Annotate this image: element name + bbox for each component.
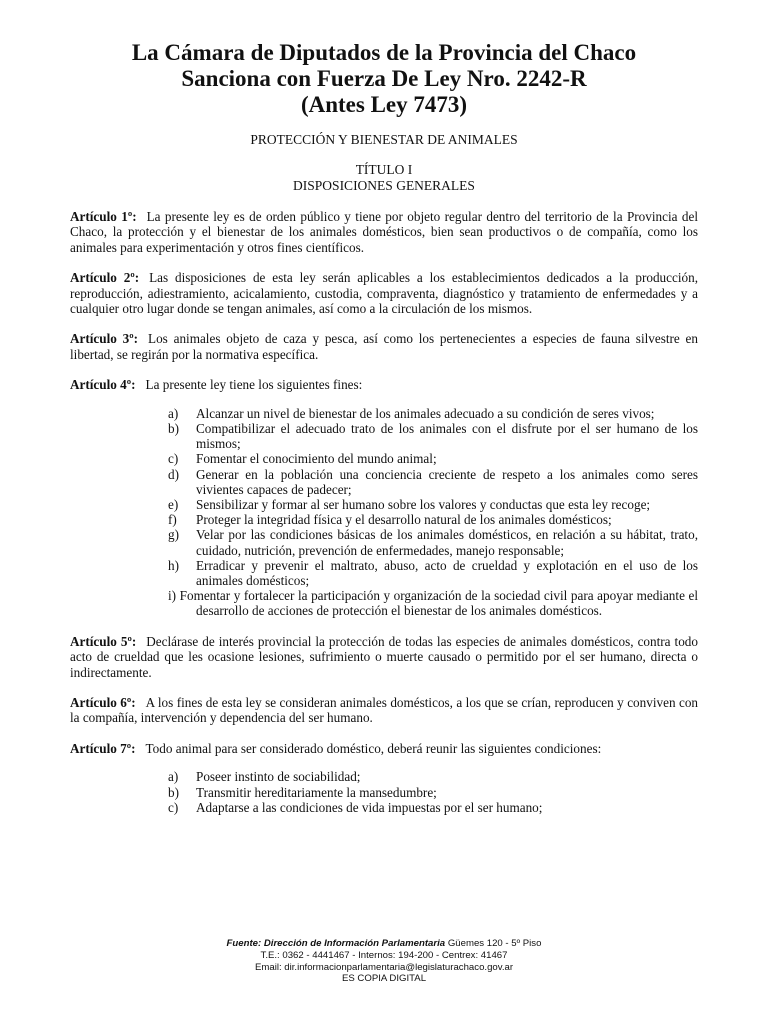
article-text: Todo animal para ser considerado doméstico, deberá reunir las siguientes condiciones: [145,740,602,756]
list-item [70,785,698,800]
condiciones-list [70,769,698,815]
list-item-text: Proteger la integridad física y el desarrollo natural de los animales domésticos; [196,512,612,528]
list-marker: c) [168,451,179,467]
footer-email: Email: dir.informacionparlamentaria@legislaturachaco.gov.ar [254,961,514,973]
article-text: La presente ley tiene los siguientes fines: [145,377,363,393]
list-marker: i) [168,588,177,604]
list-item [70,467,698,497]
list-marker: f) [168,512,177,528]
list-item-text: Compatibilizar el adecuado trato de los animales con el disfrute por el ser humano de los mismos; [196,421,698,452]
titulo-heading [70,162,698,194]
list-item [70,558,698,588]
list-item-text: Fomentar el conocimiento del mundo animal; [196,451,437,467]
fines-list [70,406,698,619]
document-header [70,40,698,118]
article-text: A los fines de esta ley se consideran animales domésticos, a los que se crían, reproducen y conviven con la compañía, intervención y dependencia del ser humano. [70,694,699,726]
list-item-text: Transmitir hereditariamente la mansedumbre; [196,784,437,800]
list-marker: e) [168,497,179,513]
titulo-number: TÍTULO I [355,162,413,177]
article-6 [70,695,698,726]
list-marker: g) [168,527,179,543]
footer-source-label: Fuente: Dirección de Información Parlamentaria [226,938,446,949]
titulo-name: DISPOSICIONES GENERALES [293,178,475,193]
header-line-3: (Antes Ley 7473) [300,92,468,117]
article-1 [70,209,698,255]
list-item [70,497,698,512]
article-5 [70,634,698,680]
list-item-text: Velar por las condiciones básicas de los animales domésticos, en relación a su hábitat, trato, cuidado, nutrición, prevención de enfermedades, manejo responsable; [196,527,698,558]
article-text: Declárase de interés provincial la protección de todas las especies de animales domésticos, contra todo acto de crueldad que les ocasione lesiones, sufrimiento o muerte causado o permitido por el ser humano, directa o indirectamente. [70,633,698,680]
article-label: Artículo 4º: [70,377,136,393]
list-marker: b) [168,421,179,437]
list-marker: d) [168,466,179,482]
article-label: Artículo 5º: [70,633,137,649]
article-label: Artículo 7º: [70,740,136,756]
article-label: Artículo 3º: [70,331,139,347]
law-subtitle: PROTECCIÓN Y BIENESTAR DE ANIMALES [250,132,518,147]
list-item [70,451,698,466]
list-item-text: Generar en la población una conciencia creciente de respeto a los animales como seres vivientes capaces de padecer; [196,466,698,497]
article-3 [70,331,698,362]
list-marker: h) [168,557,179,573]
article-label: Artículo 6º: [70,694,136,710]
article-2 [70,270,698,316]
footer-phones: T.E.: 0362 - 4441467 - Internos: 194-200 - Centrex: 41467 [260,949,508,961]
list-marker: a) [168,769,179,785]
footer-copy-notice: ES COPIA DIGITAL [341,973,427,985]
list-item-text: Alcanzar un nivel de bienestar de los animales adecuado a su condición de seres vivos; [196,405,655,421]
article-text: Las disposiciones de esta ley serán aplicables a los establecimientos dedicados a la producción, reproducción, adiestramiento, acicalamiento, custodia, compraventa, diagnóstico y tratamiento de enfermedades y a cualquier otro lugar donde se tengan animales, así como a la circulación de los mismos. [70,270,698,317]
list-item [70,527,698,557]
page-footer [0,938,768,985]
list-marker: c) [168,799,179,815]
document-page [70,40,698,815]
list-item-text: Sensibilizar y formar al ser humano sobre los valores y conductas que esta ley recoge; [196,497,651,513]
list-item [70,800,698,815]
list-marker: a) [168,405,179,421]
header-line-1: La Cámara de Diputados de la Provincia del Chaco [131,40,637,65]
article-text: La presente ley es de orden público y tiene por objeto regular dentro del territorio de la Provincia del Chaco, la protección y el bienestar de los animales domésticos, bien sean productivos o de compañía, como los animales para experimentación y otros fines científicos. [70,209,698,255]
list-item [70,406,698,421]
list-item [70,512,698,527]
list-item [70,588,698,618]
list-item-text: Erradicar y prevenir el maltrato, abuso, acto de crueldad y explotación en el uso de los animales domésticos; [196,557,698,589]
list-item-text: Fomentar y fortalecer la participación y organización de la sociedad civil para apoyar mediante el desarrollo de acciones de protección el bienestar de los animales domésticos. [179,588,699,619]
list-item [70,769,698,784]
article-label: Artículo 1º: [70,209,137,224]
article-4 [70,377,698,392]
footer-source [0,938,768,950]
article-7 [70,741,698,756]
list-item [70,421,698,451]
list-item-text: Adaptarse a las condiciones de vida impuestas por el ser humano; [196,799,543,815]
header-line-2: Sanciona con Fuerza De Ley Nro. 2242-R [181,66,587,91]
article-label: Artículo 2º: [70,270,140,286]
article-text: Los animales objeto de caza y pesca, así como los pertenecientes a especies de fauna silvestre en libertad, se regirán por la normativa específica. [70,331,698,362]
footer-source-address: Güemes 120 - 5º Piso [447,938,542,949]
list-item-text: Poseer instinto de sociabilidad; [196,769,361,785]
list-marker: b) [168,784,179,800]
